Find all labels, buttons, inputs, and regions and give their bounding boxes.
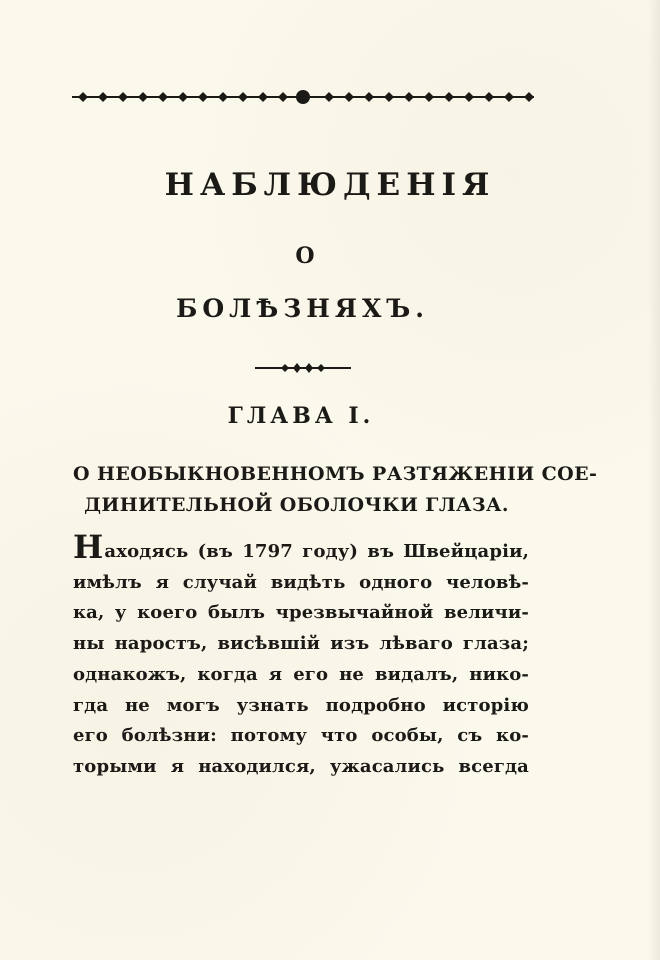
body-line-7: его болѣзни: потому что особы, съ ко-: [73, 725, 529, 747]
book-title-preposition: О: [295, 243, 315, 269]
body-line-6: гда не могъ узнать подробно исторію: [73, 694, 529, 716]
body-line-1-text: аходясь (въ 1797 году) въ Швейцаріи,: [104, 541, 529, 562]
section-title: [73, 459, 598, 521]
body-line-1: [73, 528, 529, 568]
book-title-subtitle: БОЛѢЗНЯХЪ.: [176, 294, 429, 323]
book-title-main: НАБЛЮДЕНІЯ: [164, 167, 496, 203]
body-line-8: торыми я находился, ужасались всегда: [73, 755, 529, 777]
section-title-line-2: ДИНИТЕЛЬНОЙ ОБОЛОЧКИ ГЛАЗА.: [84, 494, 509, 516]
decorative-divider-ornament: [255, 359, 351, 377]
section-title-line-1: О НЕОБЫКНОВЕННОМЪ РАЗТЯЖЕНІИ СОЕ-: [73, 463, 598, 485]
body-line-5: однакожъ, когда я его не видалъ, нико-: [73, 663, 529, 685]
drop-cap: Н: [73, 528, 104, 566]
body-line-3: ка, у коего былъ чрезвычайной величи-: [73, 602, 529, 624]
body-line-4: ны наростъ, висѣвшій изъ лѣваго глаза;: [73, 633, 529, 655]
chapter-heading: ГЛАВА I.: [227, 403, 375, 429]
decorative-top-ornament: [72, 87, 534, 107]
body-paragraph: [73, 528, 529, 783]
page-edge-shadow: [648, 0, 660, 960]
body-line-2: имѣлъ я случай видѣть одного человѣ-: [73, 571, 529, 593]
